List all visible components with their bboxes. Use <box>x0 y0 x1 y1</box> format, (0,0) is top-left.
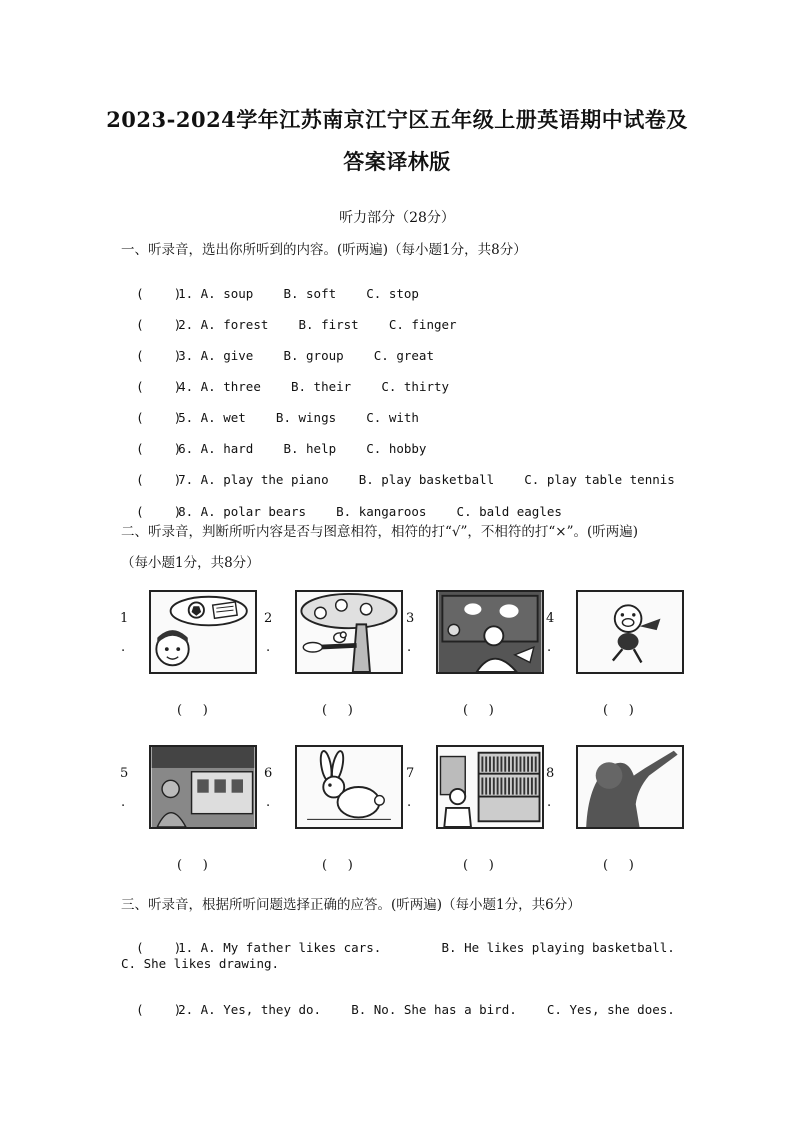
part1-instruction: 一、听录音，选出你所听到的内容。(听两遍)（每小题1分，共8分） <box>121 242 527 258</box>
silhouette-icon <box>576 745 684 829</box>
option-a: A. hard <box>200 441 254 456</box>
answer-box[interactable]: ( ) <box>177 703 208 718</box>
option-c: C. bald eagles <box>456 504 562 519</box>
answer-blank[interactable]: ( ) <box>136 441 182 456</box>
picture-number: 8 <box>546 766 555 781</box>
option-c: C. Yes, she does. <box>546 1002 675 1017</box>
answer-blank[interactable]: ( ) <box>136 940 182 955</box>
option-b: B. group <box>283 348 344 363</box>
option-c: C. stop <box>366 286 419 301</box>
skating-pig-icon <box>576 590 684 674</box>
exam-title-line-2: 答案译林版 <box>343 149 451 174</box>
part2-instruction-line-2: （每小题1分，共8分） <box>121 555 260 571</box>
option-a: A. forest <box>200 317 269 332</box>
option-b: B. No. She has a bird. <box>351 1002 517 1017</box>
option-b: B. wings <box>275 410 337 425</box>
answer-blank[interactable]: ( ) <box>136 1002 182 1017</box>
street-shop-icon <box>149 745 257 829</box>
option-a: A. My father likes cars. <box>200 940 382 955</box>
answer-blank[interactable]: ( ) <box>136 286 182 301</box>
library-bookshelf-icon <box>436 745 544 829</box>
bird-in-tree-icon <box>295 590 403 674</box>
classroom-blackboard-icon <box>436 590 544 674</box>
answer-box[interactable]: ( ) <box>603 703 634 718</box>
option-b: B. their <box>290 379 352 394</box>
part3-question-1: ( )1. A. My father likes cars. B. He likes playing basketball. <box>136 940 675 955</box>
picture-number: 1 <box>120 611 129 626</box>
answer-blank[interactable]: ( ) <box>136 504 182 519</box>
part3-instruction: 三、听录音，根据所听问题选择正确的应答。(听两遍)（每小题1分，共6分） <box>121 897 581 913</box>
picture-number: 7 <box>406 766 415 781</box>
part1-question-2: ( )2. A. forest B. first C. finger <box>136 317 457 332</box>
option-a: A. Yes, they do. <box>200 1002 322 1017</box>
answer-box[interactable]: ( ) <box>177 858 208 873</box>
part3-question-2: ( )2. A. Yes, they do. B. No. She has a bird. C. Yes, she does. <box>136 1002 675 1017</box>
part1-question-8: ( )8. A. polar bears B. kangaroos C. bald eagles <box>136 504 562 519</box>
listening-section-header: 听力部分（28分） <box>339 210 455 226</box>
part1-question-7: ( )7. A. play the piano B. play basketball C. play table tennis <box>136 472 675 487</box>
option-c: C. hobby <box>366 441 427 456</box>
part2-instruction-line-1: 二、听录音，判断所听内容是否与图意相符，相符的打“√”，不相符的打“×”。(听两遍) <box>121 524 639 540</box>
option-b: B. help <box>283 441 337 456</box>
option-c: C. finger <box>388 317 457 332</box>
answer-box[interactable]: ( ) <box>322 703 353 718</box>
option-a: A. wet <box>200 410 246 425</box>
option-c: C. great <box>373 348 434 363</box>
picture-number: 3 <box>406 611 415 626</box>
option-c: C. thirty <box>381 379 450 394</box>
answer-blank[interactable]: ( ) <box>136 317 182 332</box>
picture-number: 2 <box>264 611 273 626</box>
option-b: B. first <box>298 317 359 332</box>
exam-title-line-1: 2023-2024学年江苏南京江宁区五年级上册英语期中试卷及 <box>106 107 688 132</box>
part1-question-5: ( )5. A. wet B. wings C. with <box>136 410 419 425</box>
part1-question-3: ( )3. A. give B. group C. great <box>136 348 434 363</box>
option-a: A. play the piano <box>200 472 329 487</box>
option-b: B. soft <box>283 286 337 301</box>
rabbit-icon <box>295 745 403 829</box>
option-b: B. kangaroos <box>336 504 427 519</box>
part1-question-6: ( )6. A. hard B. help C. hobby <box>136 441 427 456</box>
option-a: A. three <box>200 379 261 394</box>
answer-blank[interactable]: ( ) <box>136 379 182 394</box>
answer-blank[interactable]: ( ) <box>136 410 182 425</box>
option-b: B. He likes playing basketball. <box>441 940 675 955</box>
option-c: C. with <box>366 410 419 425</box>
picture-number: 5 <box>120 766 129 781</box>
answer-box[interactable]: ( ) <box>603 858 634 873</box>
option-a: A. soup <box>200 286 254 301</box>
picture-number: 6 <box>264 766 273 781</box>
boy-thinking-football-icon <box>149 590 257 674</box>
option-a: A. polar bears <box>200 504 307 519</box>
answer-blank[interactable]: ( ) <box>136 348 182 363</box>
answer-box[interactable]: ( ) <box>463 703 494 718</box>
picture-number: 4 <box>546 611 555 626</box>
part3-question-1-option-c: C. She likes drawing. <box>121 956 280 971</box>
answer-box[interactable]: ( ) <box>322 858 353 873</box>
answer-box[interactable]: ( ) <box>463 858 494 873</box>
answer-blank[interactable]: ( ) <box>136 472 182 487</box>
part1-question-1: ( )1. A. soup B. soft C. stop <box>136 286 419 301</box>
part1-question-4: ( )4. A. three B. their C. thirty <box>136 379 450 394</box>
option-b: B. play basketball <box>358 472 495 487</box>
option-c: C. play table tennis <box>524 472 675 487</box>
option-a: A. give <box>200 348 254 363</box>
